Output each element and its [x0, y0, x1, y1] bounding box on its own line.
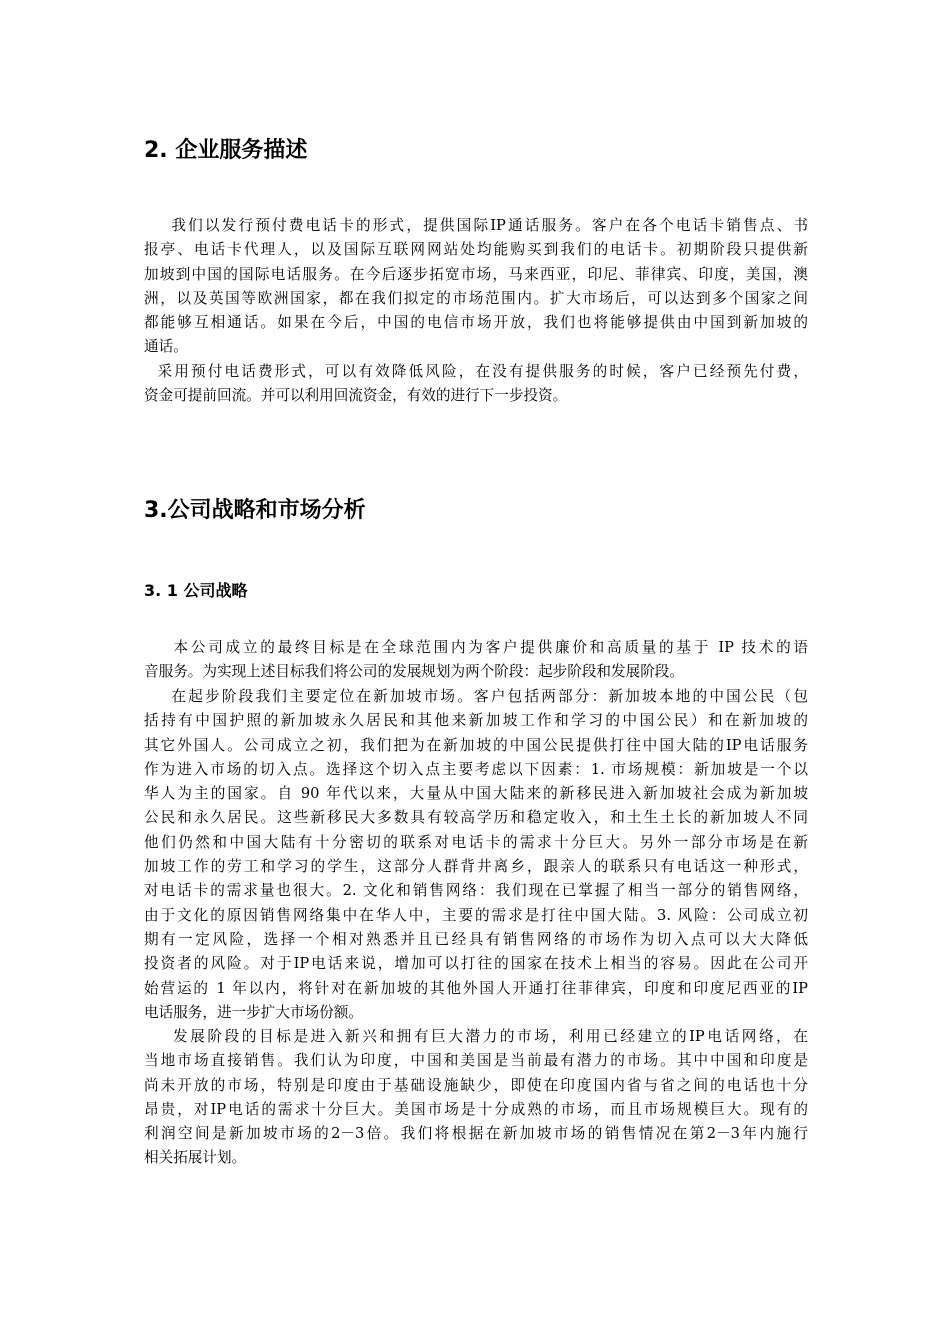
- text-line: 本公司成立的最终目标是在全球范围内为客户提供廉价和高质量的基于 IP 技术的语: [144, 639, 808, 656]
- section-2-heading: 2. 企业服务描述: [144, 138, 308, 163]
- text-line: 我们以发行预付费电话卡的形式，提供国际IP通话服务。客户在各个电话卡销售点、书: [144, 217, 808, 234]
- text-line: 期有一定风险，选择一个相对熟悉并且已经具有销售网络的市场作为切入点可以大大降低: [144, 930, 808, 948]
- section-3-1-paragraph-3: [144, 1025, 808, 1171]
- section-2-paragraph-2: [144, 360, 808, 409]
- text-line: 采用预付电话费形式，可以有效降低风险，在没有提供服务的时候，客户已经预先付费，: [144, 363, 808, 380]
- text-line: 其它外国人。公司成立之初，我们把为在新加坡的中国公民提供打往中国大陆的IP电话服务: [144, 736, 808, 754]
- text-line: 他们仍然和中国大陆有十分密切的联系对电话卡的需求十分巨大。另外一部分市场是在新: [144, 833, 808, 851]
- text-line: 昂贵，对IP电话的需求十分巨大。美国市场是十分成熟的市场，而且市场规模巨大。现有的: [144, 1100, 808, 1118]
- text-line: 洲，以及英国等欧洲国家，都在我们拟定的市场范围内。扩大市场后，可以达到多个国家之间: [144, 289, 808, 307]
- text-line: 作为进入市场的切入点。选择这个切入点主要考虑以下因素：1. 市场规模：新加坡是一个以: [144, 760, 808, 778]
- text-line: 公民和永久居民。这些新移民大多数具有较高学历和稳定收入，和土生土长的新加坡人不同: [144, 809, 808, 827]
- text-line: 加坡到中国的国际电话服务。在今后逐步拓宽市场，马来西亚，印尼、菲律宾、印度，美国，澳: [144, 265, 808, 283]
- text-line: 通话。: [144, 338, 188, 356]
- text-line: 括持有中国护照的新加坡永久居民和其他来新加坡工作和学习的中国公民）和在新加坡的: [144, 712, 808, 730]
- text-line: 当地市场直接销售。我们认为印度，中国和美国是当前最有潜力的市场。其中中国和印度是: [144, 1052, 808, 1070]
- text-line: 利润空间是新加坡市场的2－3倍。我们将根据在新加坡市场的销售情况在第2－3年内施行: [144, 1125, 808, 1143]
- section-2-paragraph-1: [144, 214, 808, 360]
- text-line: 加坡工作的劳工和学习的学生，这部分人群背井离乡，跟亲人的联系只有电话这一种形式，: [144, 858, 808, 876]
- section-3-1-paragraph-2: [144, 685, 808, 1025]
- section-3-1-heading: 3. 1 公司战略: [144, 581, 248, 600]
- text-line: 音服务。为实现上述目标我们将公司的发展规划为两个阶段：起步阶段和发展阶段。: [144, 663, 684, 681]
- text-line: 在起步阶段我们主要定位在新加坡市场。客户包括两部分：新加坡本地的中国公民（包: [144, 688, 808, 705]
- section-3-heading: 3.公司战略和市场分析: [144, 498, 366, 523]
- text-line: 由于文化的原因销售网络集中在华人中，主要的需求是打往中国大陆。3. 风险：公司成立初: [144, 906, 808, 924]
- text-line: 华人为主的国家。自 90 年代以来，大量从中国大陆来的新移民进入新加坡社会成为新加坡: [144, 785, 808, 803]
- text-line: 始营运的 1 年以内，将针对在新加坡的其他外国人开通打往菲律宾，印度和印度尼西亚的IP: [144, 979, 808, 997]
- text-line: 尚未开放的市场，特别是印度由于基础设施缺少，即使在印度国内省与省之间的电话也十分: [144, 1076, 808, 1094]
- text-line: 都能够互相通话。如果在今后，中国的电信市场开放，我们也将能够提供由中国到新加坡的: [144, 314, 808, 332]
- text-line: 相关拓展计划。: [144, 1149, 247, 1167]
- text-line: 报亭、电话卡代理人，以及国际互联网网站处均能购买到我们的电话卡。初期阶段只提供新: [144, 241, 808, 259]
- text-line: 电话服务，进一步扩大市场份额。: [144, 1003, 363, 1021]
- section-3-1-paragraph-1: [144, 636, 808, 685]
- text-line: 发展阶段的目标是进入新兴和拥有巨大潜力的市场，利用已经建立的IP电话网络，在: [144, 1028, 808, 1045]
- text-line: 投资者的风险。对于IP电话来说，增加可以打往的国家在技术上相当的容易。因此在公司开: [144, 955, 808, 973]
- text-line: 资金可提前回流。并可以利用回流资金，有效的进行下一步投资。: [144, 387, 568, 405]
- text-line: 对电话卡的需求量也很大。2. 文化和销售网络：我们现在已掌握了相当一部分的销售网络，: [144, 882, 808, 900]
